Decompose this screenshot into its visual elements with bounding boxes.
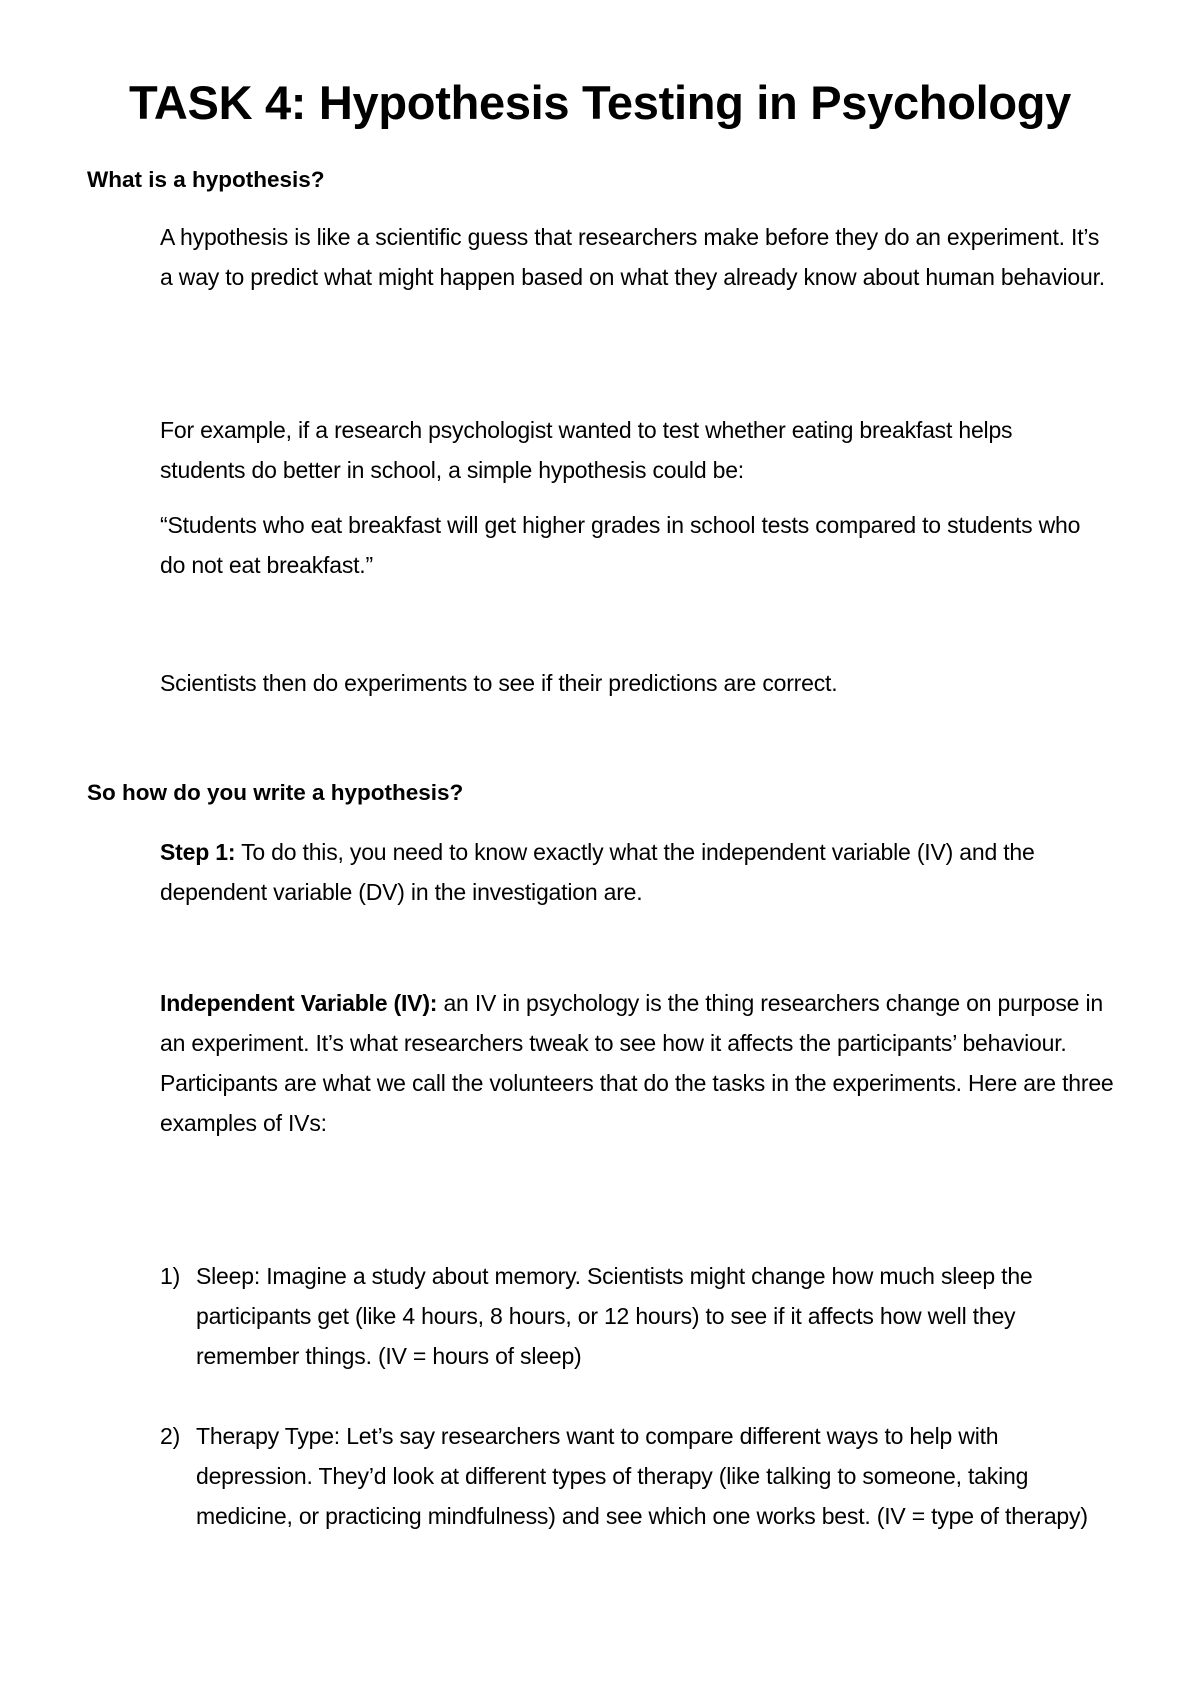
- list-item-text: Therapy Type: Let’s say researchers want to compare different ways to help with depression. They’d look at different types of therapy (like talking to someone, taking medicine, or practicing mindfulness) and see which one works best. (IV = type of therapy): [196, 1423, 1088, 1529]
- paragraph-step-1: [160, 832, 1090, 912]
- paragraph-independent-variable: [160, 983, 1120, 1143]
- list-item: [160, 1256, 1120, 1376]
- paragraph-example-hypothesis: “Students who eat breakfast will get higher grades in school tests compared to students who do not eat breakfast.”: [160, 512, 1081, 578]
- paragraph-example-intro: For example, if a research psychologist wanted to test whether eating breakfast helps students do better in school, a simple hypothesis could be:: [160, 417, 1013, 483]
- page-title: TASK 4: Hypothesis Testing in Psychology: [128, 76, 1072, 129]
- iv-label: Independent Variable (IV):: [160, 990, 438, 1016]
- paragraph-definition: A hypothesis is like a scientific guess that researchers make before they do an experiment. It’s a way to predict what might happen based on what they already know about human behaviour.: [160, 224, 1105, 290]
- step-1-label: Step 1:: [160, 839, 236, 865]
- section-heading-what-is-hypothesis: What is a hypothesis?: [87, 167, 325, 192]
- paragraph-scientists: Scientists then do experiments to see if their predictions are correct.: [160, 670, 838, 696]
- list-item-number: 2): [160, 1423, 181, 1449]
- list-item-text: Sleep: Imagine a study about memory. Scientists might change how much sleep the participants get (like 4 hours, 8 hours, or 12 hours) to see if it affects how well they remember things. (IV = hours of sleep): [196, 1263, 1033, 1369]
- iv-text: an IV in psychology is the thing researchers change on purpose in an experiment. It’s what researchers tweak to see how it affects the participants’ behaviour. Participants are what we call the volunteers that do the tasks in the experiments. Here are three examples of IVs:: [160, 990, 1114, 1136]
- list-item: [160, 1416, 1120, 1536]
- section-heading-how-to-write: So how do you write a hypothesis?: [87, 780, 464, 805]
- step-1-text: To do this, you need to know exactly what the independent variable (IV) and the dependent variable (DV) in the investigation are.: [160, 839, 1035, 905]
- list-item-number: 1): [160, 1263, 181, 1289]
